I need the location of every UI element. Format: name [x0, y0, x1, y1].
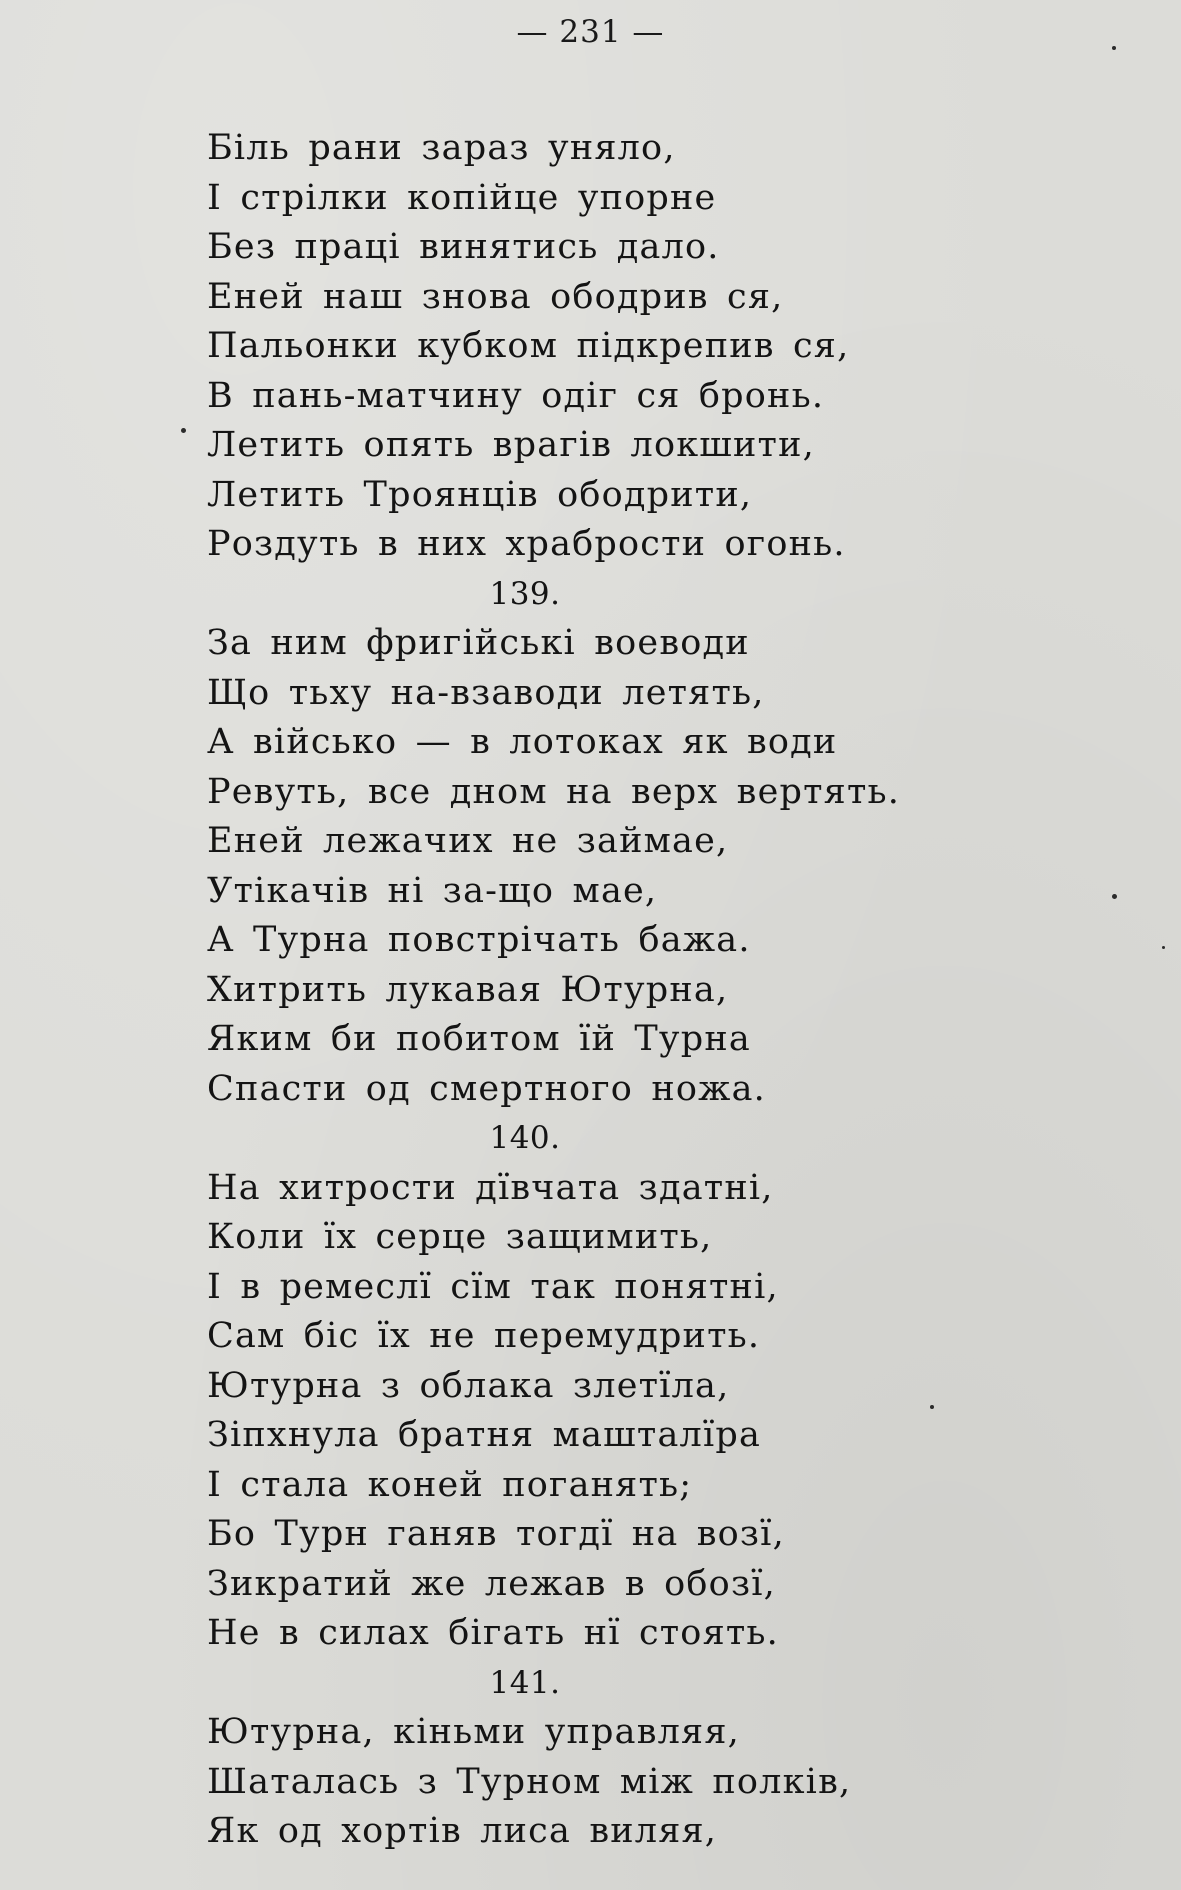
poem-line: Сам біс їх не перемудрить. [207, 1316, 761, 1356]
poem-line: Як од хортів лиса виляя, [207, 1811, 718, 1851]
poem-text [207, 124, 967, 1857]
poem-line: Коли їх серце защимить, [207, 1217, 713, 1257]
poem-line: На хитрости дївчата здатні, [207, 1167, 774, 1208]
poem-line: Шаталась з Турном між полків, [207, 1761, 852, 1802]
poem-line: І стала коней поганять; [207, 1464, 693, 1505]
poem-line: А Турна повстрічать бажа. [207, 920, 751, 960]
poem-line: Бо Турн ганяв тогдї на возї, [207, 1514, 785, 1554]
poem-line: В пань-матчину одіг ся бронь. [207, 375, 825, 416]
poem-line: Хитрить лукавая Ютурна, [207, 969, 729, 1010]
poem-line: Яким би побитом їй Турна [207, 1019, 751, 1059]
paper-speck [1112, 894, 1117, 899]
stanza-number: 139. [489, 575, 561, 612]
poem-line: Що тьху на-взаводи летять, [207, 672, 765, 713]
poem-line: За ним фригійські воеводи [207, 623, 750, 663]
poem-line: Без праці винятись дало. [207, 227, 720, 267]
paper-speck [181, 428, 186, 433]
poem-line: Зіпхнула братня машталїра [207, 1415, 762, 1455]
paper-speck [1162, 946, 1165, 949]
poem-line: Спасти од смертного ножа. [207, 1068, 766, 1109]
poem-line: Ютурна, кіньми управляя, [207, 1712, 740, 1752]
poem-line: Еней наш знова ободрив ся, [207, 276, 784, 317]
paper-speck [1112, 46, 1116, 50]
poem-line: Не в силах бігать нї стоять. [207, 1613, 780, 1653]
page-number: — 231 — [516, 14, 665, 50]
poem-line: Еней лежачих не займае, [207, 821, 729, 861]
poem-line: Летить Троянців ободрити, [207, 474, 753, 515]
poem-line: Летить опять врагів локшити, [207, 425, 815, 465]
poem-line: Біль рани зараз уняло, [207, 128, 676, 168]
poem-line: Зикратий же лежав в обозї, [207, 1563, 776, 1604]
poem-line: Роздуть в них храбрости огонь. [207, 524, 846, 564]
poem-line: І в ремеслї сїм так понятні, [207, 1266, 779, 1307]
poem-line: Пальонки кубком підкрепив ся, [207, 326, 850, 366]
poem-line: Утікачів ні за-що мае, [207, 870, 658, 911]
poem-line: А військо — в лотоках як води [207, 722, 838, 762]
poem-line: Ревуть, все дном на верх вертять. [207, 771, 901, 812]
paper-speck [930, 1405, 934, 1409]
stanza-number: 141. [489, 1664, 561, 1701]
poem-line: І стрілки копійце упорне [207, 177, 717, 218]
stanza-number: 140. [489, 1120, 561, 1156]
poem-line: Ютурна з облака злетїла, [207, 1365, 730, 1406]
